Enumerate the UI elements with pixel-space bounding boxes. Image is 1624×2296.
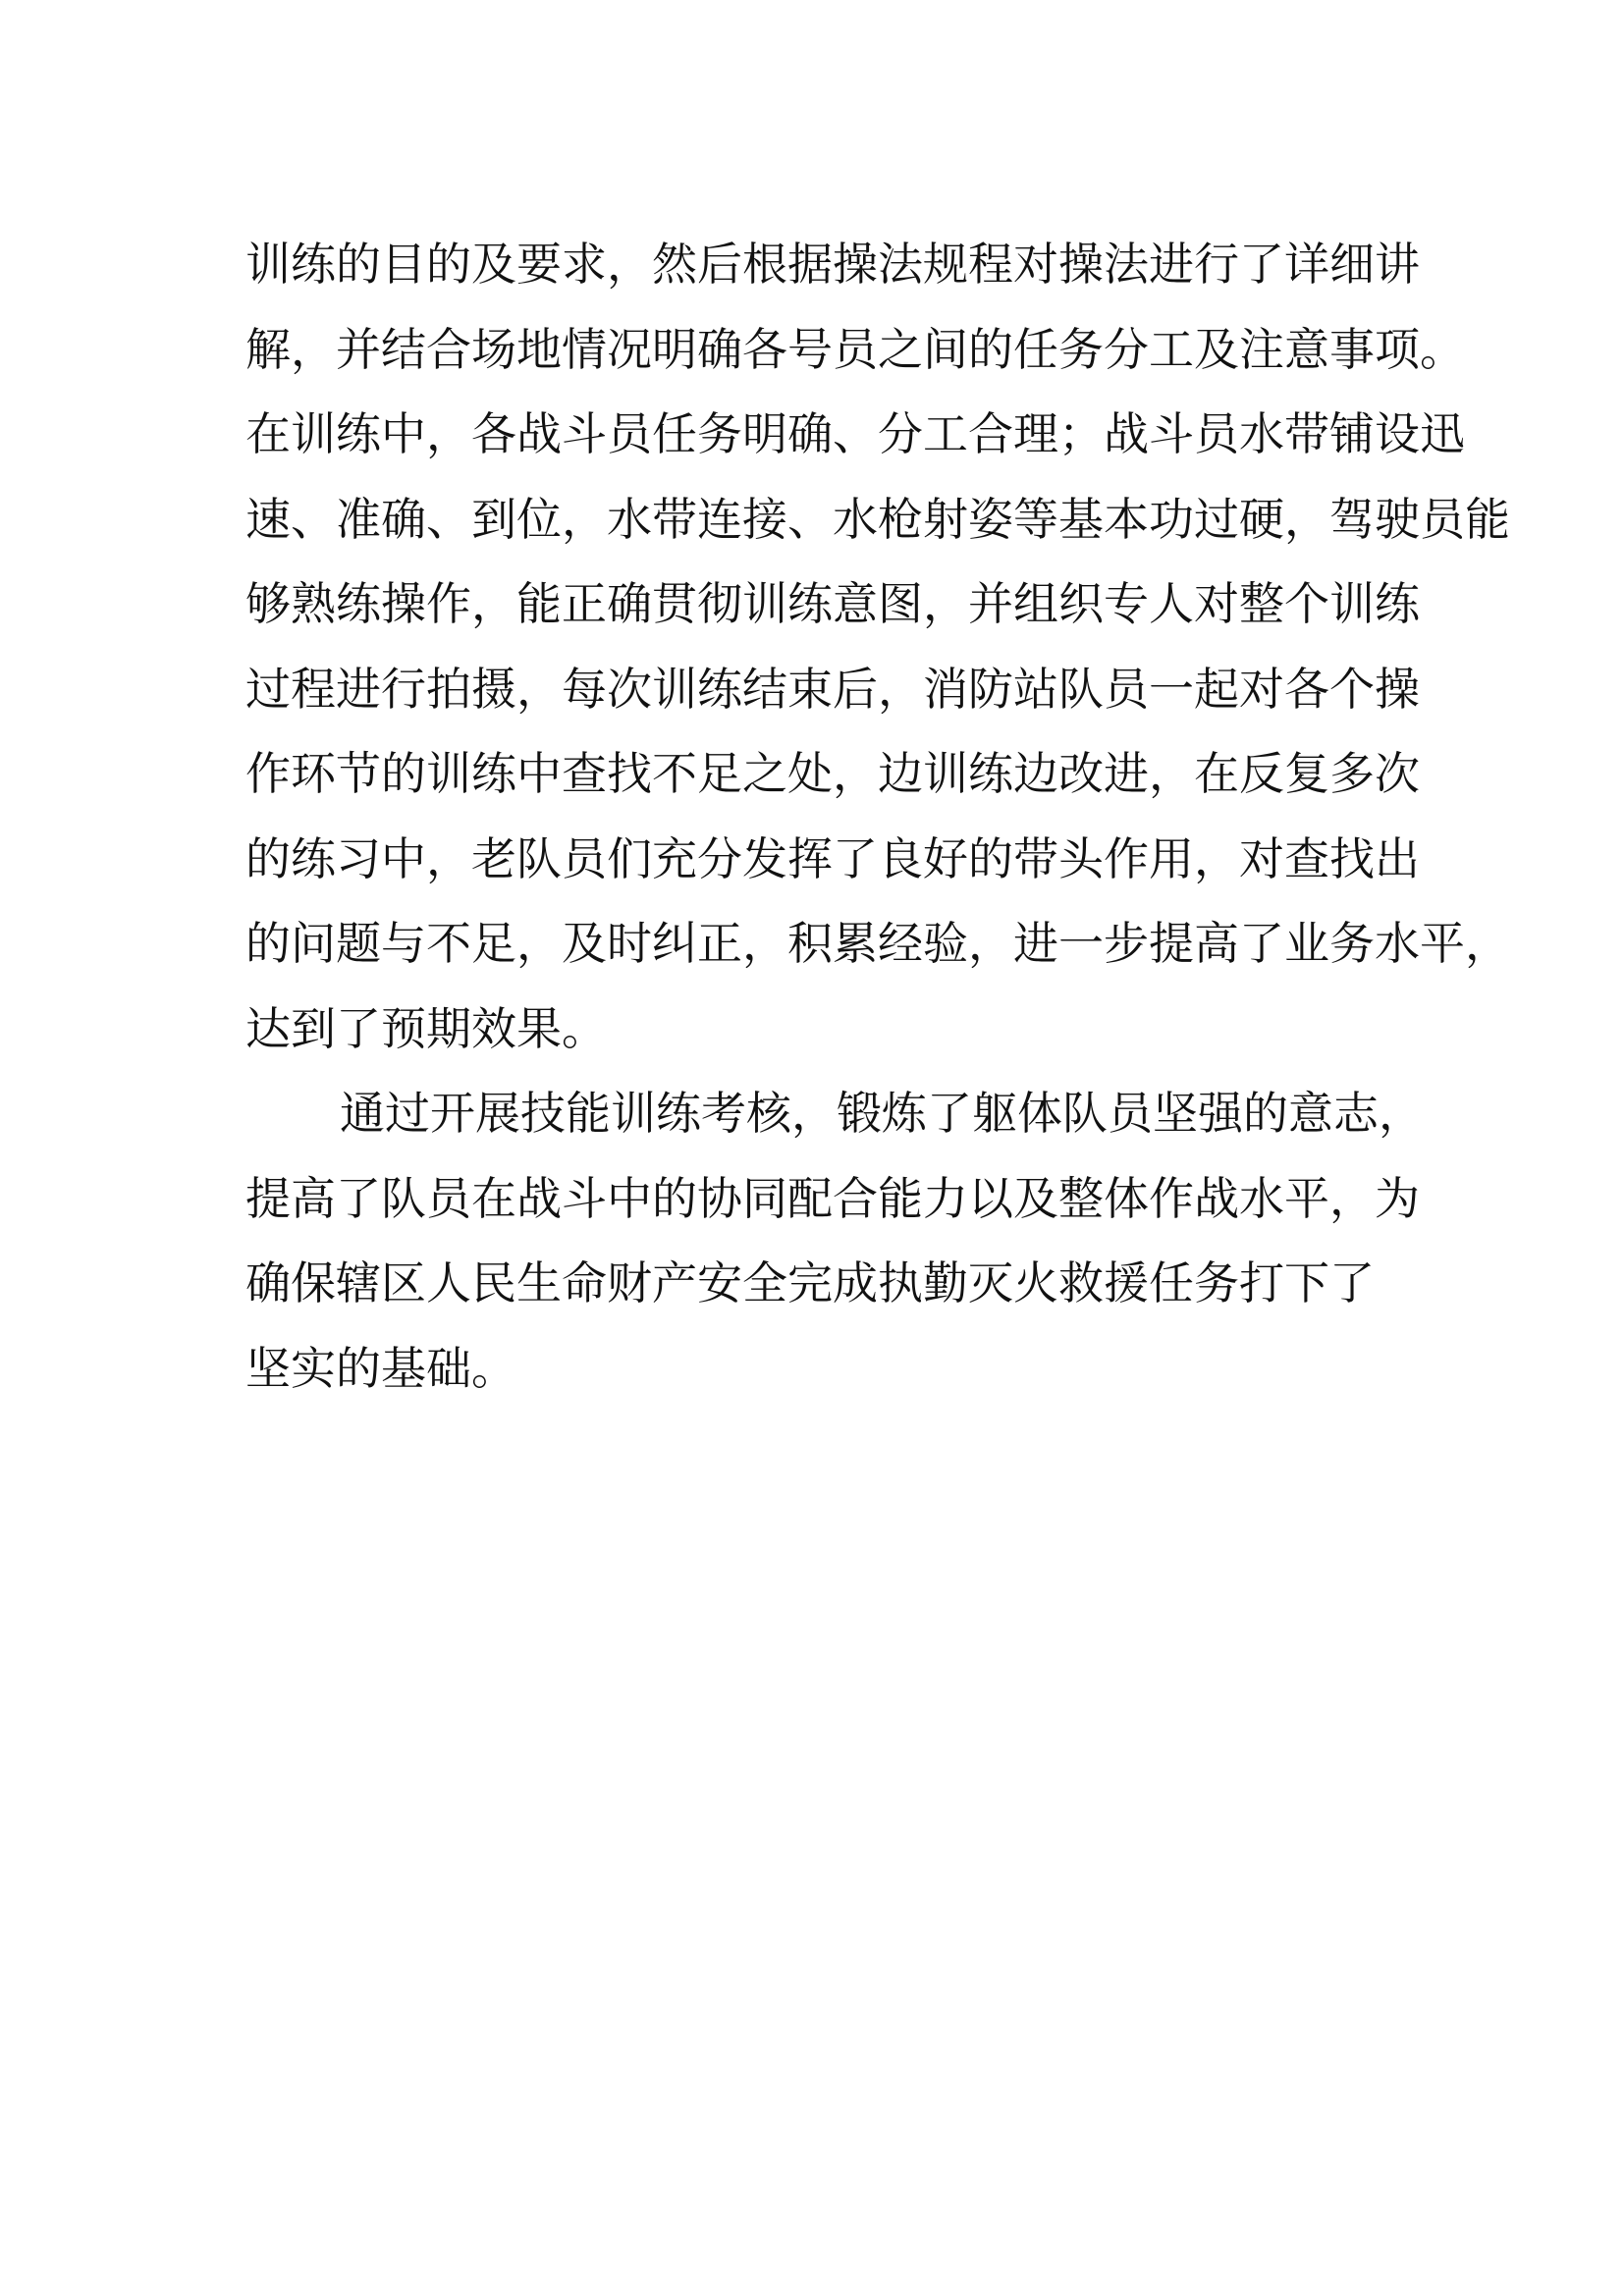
paragraph-1 xyxy=(245,222,1510,1071)
text-line: 在训练中，各战斗员任务明确、分工合理；战斗员水带铺设迅 xyxy=(245,407,1465,460)
text-line: 达到了预期效果。 xyxy=(245,1001,607,1055)
text-line: 提高了队员在战斗中的协同配合能力以及整体作战水平，为 xyxy=(245,1171,1420,1225)
text-line: 速、准确、到位，水带连接、水枪射姿等基本功过硬，驾驶员能 xyxy=(245,492,1510,546)
text-line: 通过开展技能训练考核，锻炼了躯体队员坚强的意志， xyxy=(340,1087,1424,1140)
text-line: 过程进行拍摄，每次训练结束后，消防站队员一起对各个操 xyxy=(245,662,1420,716)
text-line: 解，并结合场地情况明确各号员之间的任务分工及注意事项。 xyxy=(245,322,1465,376)
paragraph-2 xyxy=(245,1071,1424,1411)
text-line: 的问题与不足，及时纠正，积累经验，进一步提高了业务水平， xyxy=(245,917,1510,970)
text-line: 的练习中，老队员们充分发挥了良好的带头作用，对查找出 xyxy=(245,831,1420,885)
text-line: 训练的目的及要求，然后根据操法规程对操法进行了详细讲 xyxy=(245,238,1420,291)
text-line: 作环节的训练中查找不足之处，边训练边改进，在反复多次 xyxy=(245,747,1420,800)
text-line: 确保辖区人民生命财产安全完成执勤灭火救援任务打下了 xyxy=(245,1256,1375,1309)
text-line: 坚实的基础。 xyxy=(245,1341,516,1395)
document-body xyxy=(245,222,1510,1411)
text-line: 够熟练操作，能正确贯彻训练意图，并组织专人对整个训练 xyxy=(245,577,1420,630)
